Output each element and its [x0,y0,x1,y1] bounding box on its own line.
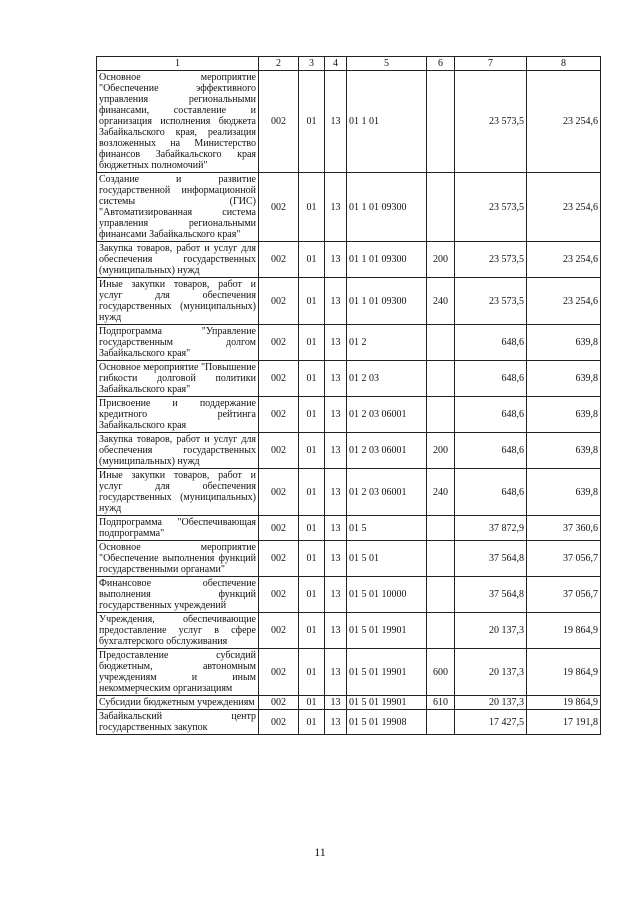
row-amount-2-cell: 19 864,9 [527,696,601,710]
row-csr-cell: 01 1 01 09300 [347,173,427,242]
column-header-3: 3 [299,57,325,71]
table-row [97,710,601,735]
row-amount-1-cell: 648,6 [455,325,527,361]
row-csr-cell: 01 1 01 [347,71,427,173]
row-pr-cell: 13 [325,541,347,577]
row-pr-cell: 13 [325,469,347,516]
budget-table [96,56,601,735]
row-csr-cell: 01 5 01 [347,541,427,577]
row-gr-cell: 002 [259,541,299,577]
row-amount-1-cell: 23 573,5 [455,173,527,242]
row-csr-cell: 01 5 01 19901 [347,696,427,710]
row-pr-cell: 13 [325,433,347,469]
row-gr-cell: 002 [259,361,299,397]
row-gr-cell: 002 [259,242,299,278]
row-rz-cell: 01 [299,242,325,278]
row-name-cell: Иные закупки товаров, работ и услуг для обеспечения государственных (муниципальных) нужд [97,469,259,516]
row-amount-2-cell: 23 254,6 [527,71,601,173]
table-row [97,397,601,433]
row-amount-2-cell: 639,8 [527,397,601,433]
row-rz-cell: 01 [299,278,325,325]
row-vr-cell: 200 [427,242,455,278]
row-vr-cell [427,577,455,613]
row-pr-cell: 13 [325,173,347,242]
row-pr-cell: 13 [325,278,347,325]
row-vr-cell [427,397,455,433]
row-name-cell: Основное мероприятие "Обеспечение эффективного управления региональными финансами, составление и организация исполнения бюджета Забайкальского края, реализация возложенных на Министерство финансов Забайкальского края бюджетных полномочий" [97,71,259,173]
row-vr-cell: 240 [427,469,455,516]
row-amount-2-cell: 23 254,6 [527,278,601,325]
row-name-cell: Присвоение и поддержание кредитного рейтинга Забайкальского края [97,397,259,433]
row-csr-cell: 01 5 01 10000 [347,577,427,613]
row-pr-cell: 13 [325,242,347,278]
row-vr-cell [427,361,455,397]
row-amount-1-cell: 20 137,3 [455,696,527,710]
row-amount-2-cell: 639,8 [527,469,601,516]
row-csr-cell: 01 5 01 19901 [347,613,427,649]
row-csr-cell: 01 5 01 19908 [347,710,427,735]
row-pr-cell: 13 [325,361,347,397]
row-pr-cell: 13 [325,397,347,433]
row-rz-cell: 01 [299,649,325,696]
row-amount-1-cell: 20 137,3 [455,649,527,696]
row-rz-cell: 01 [299,541,325,577]
table-row [97,516,601,541]
header-row [97,57,601,71]
row-amount-2-cell: 37 056,7 [527,541,601,577]
row-amount-2-cell: 37 360,6 [527,516,601,541]
row-vr-cell [427,173,455,242]
column-header-4: 4 [325,57,347,71]
row-csr-cell: 01 2 03 06001 [347,397,427,433]
row-gr-cell: 002 [259,577,299,613]
row-csr-cell: 01 5 01 19901 [347,649,427,696]
row-rz-cell: 01 [299,173,325,242]
row-pr-cell: 13 [325,577,347,613]
table-row [97,469,601,516]
row-amount-1-cell: 37 872,9 [455,516,527,541]
row-name-cell: Основное мероприятие "Повышение гибкости долговой политики Забайкальского края" [97,361,259,397]
table-row [97,696,601,710]
table-row [97,433,601,469]
row-gr-cell: 002 [259,71,299,173]
row-amount-2-cell: 639,8 [527,433,601,469]
table-row [97,361,601,397]
row-name-cell: Закупка товаров, работ и услуг для обеспечения государственных (муниципальных) нужд [97,242,259,278]
row-rz-cell: 01 [299,696,325,710]
row-vr-cell [427,613,455,649]
column-header-5: 5 [347,57,427,71]
row-name-cell: Субсидии бюджетным учреждениям [97,696,259,710]
row-vr-cell: 600 [427,649,455,696]
row-rz-cell: 01 [299,433,325,469]
row-amount-2-cell: 23 254,6 [527,173,601,242]
row-rz-cell: 01 [299,397,325,433]
row-amount-1-cell: 17 427,5 [455,710,527,735]
row-gr-cell: 002 [259,696,299,710]
row-name-cell: Подпрограмма "Обеспечивающая подпрограмма" [97,516,259,541]
row-vr-cell: 240 [427,278,455,325]
row-name-cell: Закупка товаров, работ и услуг для обеспечения государственных (муниципальных) нужд [97,433,259,469]
row-amount-1-cell: 648,6 [455,361,527,397]
row-csr-cell: 01 2 03 [347,361,427,397]
row-csr-cell: 01 2 03 06001 [347,469,427,516]
table-row [97,325,601,361]
column-header-8: 8 [527,57,601,71]
row-amount-2-cell: 639,8 [527,361,601,397]
table-body [97,71,601,735]
row-gr-cell: 002 [259,397,299,433]
row-csr-cell: 01 5 [347,516,427,541]
row-amount-1-cell: 648,6 [455,469,527,516]
table-row [97,541,601,577]
column-header-7: 7 [455,57,527,71]
column-header-2: 2 [259,57,299,71]
row-vr-cell: 610 [427,696,455,710]
row-pr-cell: 13 [325,696,347,710]
row-amount-2-cell: 19 864,9 [527,613,601,649]
row-gr-cell: 002 [259,433,299,469]
row-name-cell: Основное мероприятие "Обеспечение выполнения функций государственными органами" [97,541,259,577]
row-vr-cell [427,325,455,361]
column-header-6: 6 [427,57,455,71]
row-amount-1-cell: 23 573,5 [455,242,527,278]
row-amount-1-cell: 37 564,8 [455,541,527,577]
table-row [97,649,601,696]
row-pr-cell: 13 [325,516,347,541]
table-row [97,577,601,613]
row-vr-cell [427,516,455,541]
row-gr-cell: 002 [259,325,299,361]
row-amount-1-cell: 648,6 [455,397,527,433]
row-gr-cell: 002 [259,516,299,541]
page-number: 11 [314,845,326,859]
row-vr-cell [427,710,455,735]
row-amount-1-cell: 23 573,5 [455,278,527,325]
row-rz-cell: 01 [299,613,325,649]
row-amount-2-cell: 639,8 [527,325,601,361]
row-gr-cell: 002 [259,649,299,696]
row-rz-cell: 01 [299,577,325,613]
row-gr-cell: 002 [259,613,299,649]
row-rz-cell: 01 [299,516,325,541]
row-gr-cell: 002 [259,278,299,325]
column-header-1: 1 [97,57,259,71]
row-name-cell: Забайкальский центр государственных закупок [97,710,259,735]
row-pr-cell: 13 [325,71,347,173]
row-csr-cell: 01 2 [347,325,427,361]
row-amount-1-cell: 23 573,5 [455,71,527,173]
row-amount-1-cell: 20 137,3 [455,613,527,649]
row-amount-2-cell: 19 864,9 [527,649,601,696]
row-amount-2-cell: 23 254,6 [527,242,601,278]
row-amount-2-cell: 17 191,8 [527,710,601,735]
table-row [97,613,601,649]
row-amount-1-cell: 37 564,8 [455,577,527,613]
row-rz-cell: 01 [299,71,325,173]
row-pr-cell: 13 [325,649,347,696]
row-rz-cell: 01 [299,469,325,516]
row-amount-1-cell: 648,6 [455,433,527,469]
table-row [97,242,601,278]
row-csr-cell: 01 1 01 09300 [347,242,427,278]
row-csr-cell: 01 1 01 09300 [347,278,427,325]
row-name-cell: Создание и развитие государственной информационной системы (ГИС) "Автоматизированная система управления региональными финансами Забайкальского края" [97,173,259,242]
row-pr-cell: 13 [325,613,347,649]
row-csr-cell: 01 2 03 06001 [347,433,427,469]
row-name-cell: Иные закупки товаров, работ и услуг для обеспечения государственных (муниципальных) нужд [97,278,259,325]
row-rz-cell: 01 [299,361,325,397]
row-name-cell: Финансовое обеспечение выполнения функций государственных учреждений [97,577,259,613]
row-vr-cell [427,71,455,173]
row-vr-cell [427,541,455,577]
table-row [97,278,601,325]
table-row [97,71,601,173]
row-rz-cell: 01 [299,710,325,735]
row-amount-2-cell: 37 056,7 [527,577,601,613]
row-name-cell: Подпрограмма "Управление государственным долгом Забайкальского края" [97,325,259,361]
row-rz-cell: 01 [299,325,325,361]
table-row [97,173,601,242]
row-pr-cell: 13 [325,325,347,361]
row-name-cell: Учреждения, обеспечивающие предоставление услуг в сфере бухгалтерского обслуживания [97,613,259,649]
row-vr-cell: 200 [427,433,455,469]
row-pr-cell: 13 [325,710,347,735]
row-gr-cell: 002 [259,710,299,735]
row-gr-cell: 002 [259,469,299,516]
row-name-cell: Предоставление субсидий бюджетным, автономным учреждениям и иным некоммерческим организациям [97,649,259,696]
row-gr-cell: 002 [259,173,299,242]
